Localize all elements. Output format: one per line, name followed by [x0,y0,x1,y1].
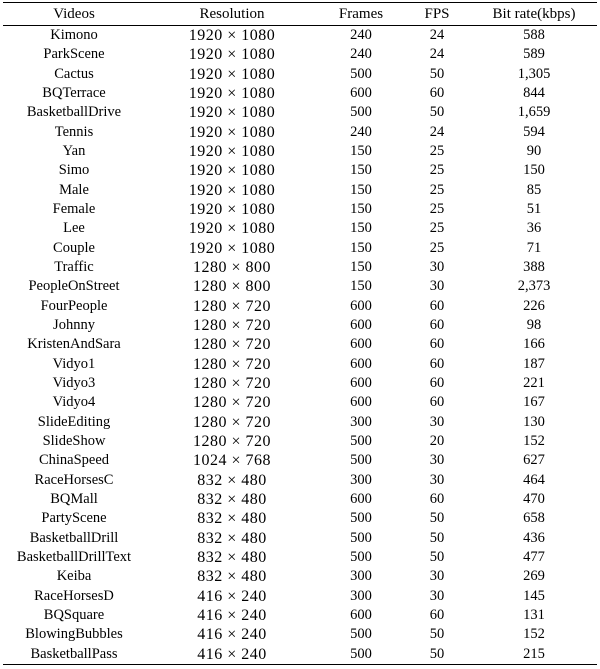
video-name-cell: Female [52,200,96,217]
bitrate-cell: 150 [523,162,545,179]
bitrate-cell: 215 [471,645,597,665]
table-row [3,26,597,46]
bitrate-cell: 2,373 [517,278,551,295]
resolution-cell: 1920 × 1080 [188,84,276,102]
bitrate-cell: 98 [526,316,542,333]
fps-cell: 60 [429,355,445,372]
video-name-cell: SlideEditing [37,413,111,430]
video-name-cell: BlowingBubbles [25,626,123,643]
resolution-cell: 1280 × 720 [192,355,272,373]
frames-cell: 600 [350,297,372,314]
resolution-cell: 1280 × 720 [192,394,272,412]
resolution-cell: 1920 × 1080 [188,27,276,44]
table-row [3,258,597,277]
video-name-cell: ChinaSpeed [38,452,110,469]
bitrate-cell: 627 [523,452,545,469]
video-name-cell: BQMall [50,491,98,508]
video-name-cell: Johnny [53,316,95,333]
video-name-cell: Yan [62,142,86,159]
fps-cell: 50 [429,549,445,566]
resolution-cell: 832 × 480 [197,491,267,509]
video-name-cell: Cactus [54,65,94,82]
bitrate-cell: 90 [526,142,542,159]
bitrate-cell: 145 [523,587,545,604]
frames-cell: 600 [350,84,372,101]
bitrate-cell: 388 [523,258,545,275]
bitrate-cell: 36 [526,220,542,237]
bitrate-cell: 470 [523,491,545,508]
fps-cell: 30 [429,471,445,488]
fps-cell: 50 [429,510,445,527]
table-row [3,161,597,180]
table-row [3,490,597,509]
bitrate-cell: 226 [523,297,545,314]
fps-cell: 50 [429,65,445,82]
table-row [3,84,597,103]
video-name-cell: Lee [63,220,85,237]
video-name-cell: BasketballDrive [26,104,122,121]
table-row [3,606,597,625]
table-row [3,316,597,335]
bitrate-cell: 658 [523,510,545,527]
table-row [3,432,597,451]
video-name-cell: PartyScene [41,510,107,527]
table-row [3,413,597,432]
resolution-cell: 1920 × 1080 [188,181,276,199]
table-row [3,471,597,490]
frames-cell: 240 [350,123,372,140]
video-name-cell: SlideShow [42,433,106,450]
table-row [3,200,597,219]
frames-cell: 150 [350,181,372,198]
fps-cell: 25 [429,239,445,256]
video-name-cell: Couple [53,239,95,256]
resolution-cell: 1280 × 800 [192,278,272,296]
frames-cell: 240 [350,46,372,63]
video-name-cell: BasketballDrillText [16,549,132,566]
frames-cell: 500 [350,452,372,469]
fps-cell: 25 [429,200,445,217]
video-sequences-table [3,2,597,665]
frames-cell: 300 [350,587,372,604]
table-row [3,296,597,315]
resolution-cell: 1280 × 720 [192,413,272,431]
table-row [3,45,597,64]
fps-cell: 60 [429,336,445,353]
bitrate-cell: 844 [523,84,545,101]
bitrate-cell: 167 [523,394,545,411]
frames-cell: 500 [350,549,372,566]
table-row [3,548,597,567]
frames-cell: 500 [319,645,403,665]
resolution-cell: 416 × 240 [197,587,267,605]
resolution-cell: 1920 × 1080 [188,162,276,180]
fps-cell: 50 [403,645,471,665]
table-row [3,180,597,199]
frames-cell: 600 [350,375,372,392]
frames-cell: 600 [350,607,372,624]
bitrate-cell: 1,305 [517,65,551,82]
frames-cell: 150 [350,258,372,275]
bitrate-cell: 131 [523,607,545,624]
header-bitrate: Bit rate(kbps) [471,3,597,26]
frames-cell: 150 [350,239,372,256]
fps-cell: 50 [429,529,445,546]
fps-cell: 25 [429,142,445,159]
resolution-cell: 1280 × 720 [192,433,272,451]
table-row [3,529,597,548]
table-row [3,374,597,393]
fps-cell: 60 [429,297,445,314]
frames-cell: 300 [350,413,372,430]
video-name-cell: Vidyo4 [52,394,96,411]
frames-cell: 500 [350,104,372,121]
resolution-cell: 416 × 240 [197,607,267,625]
fps-cell: 25 [429,162,445,179]
resolution-cell: 832 × 480 [197,471,267,489]
table-row [3,567,597,586]
resolution-cell: 832 × 480 [197,549,267,567]
bitrate-cell: 588 [523,27,545,43]
table-row [3,277,597,296]
frames-cell: 150 [350,200,372,217]
resolution-cell: 1920 × 1080 [188,46,276,64]
table-body [3,26,597,665]
resolution-cell: 1920 × 1080 [188,65,276,83]
fps-cell: 30 [429,452,445,469]
fps-cell: 50 [429,626,445,643]
table-row [3,451,597,470]
bitrate-cell: 85 [526,181,542,198]
video-name-cell: BQTerrace [42,84,106,101]
video-name-cell: Simo [58,162,90,179]
resolution-cell: 1920 × 1080 [188,142,276,160]
resolution-cell: 1920 × 1080 [188,220,276,238]
frames-cell: 150 [350,220,372,237]
frames-cell: 600 [350,491,372,508]
fps-cell: 20 [429,433,445,450]
bitrate-cell: 477 [523,549,545,566]
fps-cell: 24 [429,46,445,63]
header-videos: Videos [3,3,145,26]
table-row [3,219,597,238]
header-frames: Frames [319,3,403,26]
video-name-cell: Vidyo1 [52,355,96,372]
table-row [3,509,597,528]
frames-cell: 500 [350,433,372,450]
resolution-cell: 1280 × 800 [192,258,272,276]
frames-cell: 600 [350,394,372,411]
fps-cell: 50 [429,104,445,121]
header-resolution: Resolution [145,3,319,26]
table-row [3,238,597,257]
fps-cell: 60 [429,84,445,101]
fps-cell: 25 [429,220,445,237]
fps-cell: 24 [429,123,445,140]
frames-cell: 150 [350,162,372,179]
fps-cell: 60 [429,375,445,392]
resolution-cell: 1280 × 720 [192,375,272,393]
video-name-cell: BasketballDrill [29,529,119,546]
video-name-cell: RaceHorsesD [34,587,114,604]
resolution-cell: 832 × 480 [197,510,267,528]
frames-cell: 600 [350,316,372,333]
bitrate-cell: 51 [526,200,542,217]
table-row [3,355,597,374]
header-fps: FPS [403,3,471,26]
video-name-cell: Keiba [56,568,92,585]
video-name-cell: Tennis [54,123,94,140]
video-name-cell: PeopleOnStreet [28,278,120,295]
bitrate-cell: 436 [523,529,545,546]
fps-cell: 24 [429,27,445,43]
table-header [3,3,597,26]
header-row [3,3,597,26]
resolution-cell: 416 × 240 [145,645,319,665]
table-row [3,645,597,665]
bitrate-cell: 71 [526,239,542,256]
bitrate-cell: 187 [523,355,545,372]
video-name-cell: Vidyo3 [52,375,96,392]
frames-cell: 500 [350,626,372,643]
frames-cell: 300 [350,471,372,488]
table-row [3,625,597,644]
table-row [3,64,597,83]
resolution-cell: 1280 × 720 [192,336,272,354]
resolution-cell: 1920 × 1080 [188,239,276,257]
bitrate-cell: 269 [523,568,545,585]
table-row [3,122,597,141]
bitrate-cell: 130 [523,413,545,430]
table-row [3,103,597,122]
video-name-cell: BQSquare [43,607,105,624]
resolution-cell: 832 × 480 [197,568,267,586]
bitrate-cell: 1,659 [517,104,551,121]
bitrate-cell: 589 [523,46,545,63]
video-name-cell: RaceHorsesC [34,471,114,488]
video-name-cell: ParkScene [43,46,105,63]
resolution-cell: 1920 × 1080 [188,200,276,218]
fps-cell: 60 [429,316,445,333]
table-row [3,142,597,161]
frames-cell: 240 [350,27,372,43]
fps-cell: 60 [429,491,445,508]
fps-cell: 60 [429,607,445,624]
table-row [3,587,597,606]
frames-cell: 150 [350,142,372,159]
video-name-cell: KristenAndSara [27,336,121,353]
fps-cell: 30 [429,568,445,585]
bitrate-cell: 152 [523,433,545,450]
bitrate-cell: 166 [523,336,545,353]
fps-cell: 25 [429,181,445,198]
fps-cell: 30 [429,278,445,295]
resolution-cell: 1280 × 720 [192,297,272,315]
fps-cell: 30 [429,587,445,604]
video-name-cell: FourPeople [40,297,108,314]
frames-cell: 600 [350,355,372,372]
fps-cell: 30 [429,258,445,275]
frames-cell: 300 [350,568,372,585]
resolution-cell: 1920 × 1080 [188,123,276,141]
bitrate-cell: 464 [523,471,545,488]
resolution-cell: 1024 × 768 [192,452,272,470]
video-name-cell: BasketballPass [3,645,145,665]
fps-cell: 30 [429,413,445,430]
frames-cell: 600 [350,336,372,353]
frames-cell: 500 [350,510,372,527]
video-name-cell: Traffic [54,258,94,275]
resolution-cell: 1920 × 1080 [188,104,276,122]
bitrate-cell: 152 [523,626,545,643]
frames-cell: 500 [350,65,372,82]
video-name-cell: Male [59,181,89,198]
frames-cell: 500 [350,529,372,546]
frames-cell: 150 [350,278,372,295]
bitrate-cell: 594 [523,123,545,140]
bitrate-cell: 221 [523,375,545,392]
table-row [3,335,597,354]
table-row [3,393,597,412]
video-name-cell: Kimono [50,27,98,43]
resolution-cell: 1280 × 720 [192,316,272,334]
resolution-cell: 416 × 240 [197,626,267,644]
fps-cell: 60 [429,394,445,411]
resolution-cell: 832 × 480 [197,529,267,547]
